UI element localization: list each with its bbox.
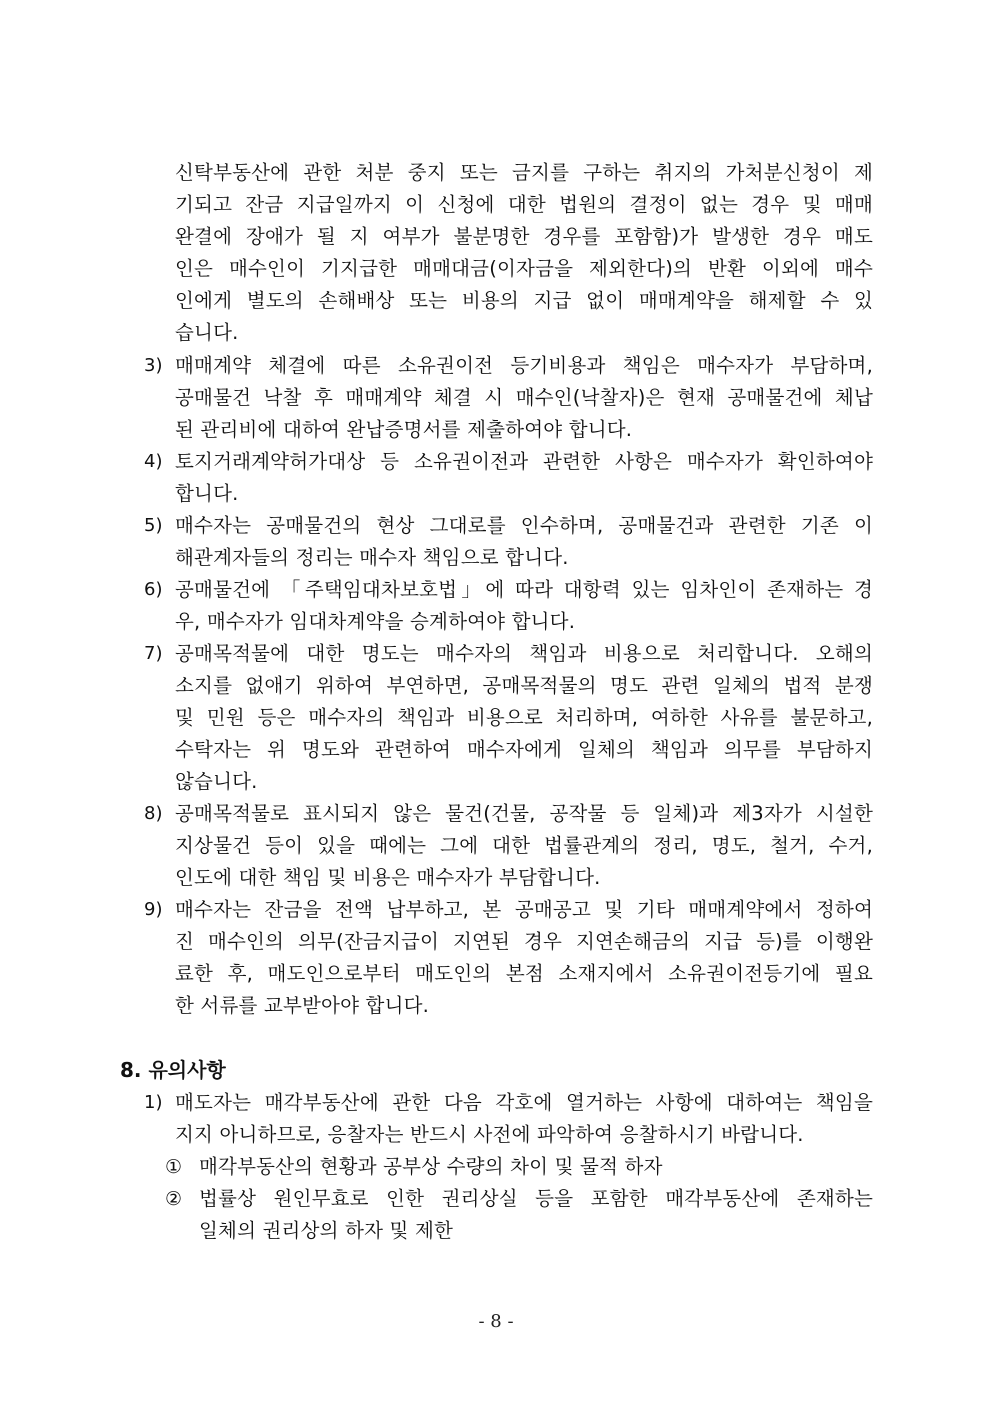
text-line: 한 서류를 교부받아야 합니다. (175, 994, 430, 1017)
text-line: 인도에 대한 책임 및 비용은 매수자가 부담합니다. (175, 866, 601, 889)
text-line: 공매목적물에 대한 명도는 매수자의 책임과 비용으로 처리합니다. 오해의 (175, 642, 873, 665)
text-line: 완결에 장애가 될 지 여부가 불분명한 경우를 포함함)가 발생한 경우 매도 (175, 225, 873, 248)
item-number: 3) (144, 355, 163, 376)
item-number: 9) (144, 899, 163, 920)
text-line: 공매목적물로 표시되지 않은 물건(건물, 공작물 등 일체)과 제3자가 시설한 (175, 802, 873, 825)
text-line: 우, 매수자가 임대차계약을 승계하여야 합니다. (175, 610, 576, 633)
item-number: 4) (144, 451, 163, 472)
text-line: 신탁부동산에 관한 처분 중지 또는 금지를 구하는 취지의 가처분신청이 제 (175, 161, 873, 184)
subitem-marker: ① (165, 1156, 183, 1178)
subitem-marker: ② (165, 1188, 183, 1210)
text-line: 매수자는 공매물건의 현상 그대로를 인수하며, 공매물건과 관련한 기존 이 (175, 514, 873, 537)
text-line: 인에게 별도의 손해배상 또는 비용의 지급 없이 매매계약을 해제할 수 있 (175, 289, 873, 312)
item-number: 1) (144, 1092, 163, 1113)
text-line: 매수자는 잔금을 전액 납부하고, 본 공매공고 및 기타 매매계약에서 정하여 (175, 898, 873, 921)
page-number: - 8 - (478, 1311, 514, 1332)
text-line: 소지를 없애기 위하여 부연하면, 공매목적물의 명도 관련 일체의 법적 분쟁 (175, 674, 873, 697)
text-line: 공매물건에 「주택임대차보호법」에 따라 대항력 있는 임차인이 존재하는 경 (175, 578, 873, 601)
text-line: 매매계약 체결에 따른 소유권이전 등기비용과 책임은 매수자가 부담하며, (175, 354, 873, 377)
text-line: 지지 아니하므로, 응찰자는 반드시 사전에 파악하여 응찰하시기 바랍니다. (175, 1123, 804, 1146)
text-line: 및 민원 등은 매수자의 책임과 비용으로 처리하며, 여하한 사유를 불문하고, (175, 706, 873, 729)
text-line: 매각부동산의 현황과 공부상 수량의 차이 및 물적 하자 (199, 1155, 663, 1178)
text-line: 않습니다. (175, 770, 258, 793)
item-number: 7) (144, 643, 163, 664)
item-number: 6) (144, 579, 163, 600)
text-line: 인은 매수인이 기지급한 매매대금(이자금을 제외한다)의 반환 이외에 매수 (175, 257, 873, 280)
text-line: 료한 후, 매도인으로부터 매도인의 본점 소재지에서 소유권이전등기에 필요 (175, 962, 873, 985)
text-line: 수탁자는 위 명도와 관련하여 매수자에게 일체의 책임과 의무를 부담하지 (175, 738, 873, 761)
item-number: 5) (144, 515, 163, 536)
text-line: 토지거래계약허가대상 등 소유권이전과 관련한 사항은 매수자가 확인하여야 (175, 450, 873, 473)
item-number: 8) (144, 803, 163, 824)
text-line: 습니다. (175, 321, 239, 344)
text-line: 진 매수인의 의무(잔금지급이 지연된 경우 지연손해금의 지급 등)를 이행완 (175, 930, 873, 953)
text-line: 합니다. (175, 482, 239, 505)
text-line: 일체의 권리상의 하자 및 제한 (199, 1219, 454, 1242)
text-line: 지상물건 등이 있을 때에는 그에 대한 법률관계의 정리, 명도, 철거, 수거, (175, 834, 873, 857)
text-line: 된 관리비에 대하여 완납증명서를 제출하여야 합니다. (175, 418, 633, 441)
text-line: 매도자는 매각부동산에 관한 다음 각호에 열거하는 사항에 대하여는 책임을 (175, 1091, 873, 1114)
text-line: 기되고 잔금 지급일까지 이 신청에 대한 법원의 결정이 없는 경우 및 매매 (175, 193, 873, 216)
text-line: 공매물건 낙찰 후 매매계약 체결 시 매수인(낙찰자)은 현재 공매물건에 체납 (175, 386, 873, 409)
text-line: 해관계자들의 정리는 매수자 책임으로 합니다. (175, 546, 569, 569)
text-line: 법률상 원인무효로 인한 권리상실 등을 포함한 매각부동산에 존재하는 (199, 1187, 873, 1210)
section-heading: 8. 유의사항 (120, 1058, 226, 1082)
